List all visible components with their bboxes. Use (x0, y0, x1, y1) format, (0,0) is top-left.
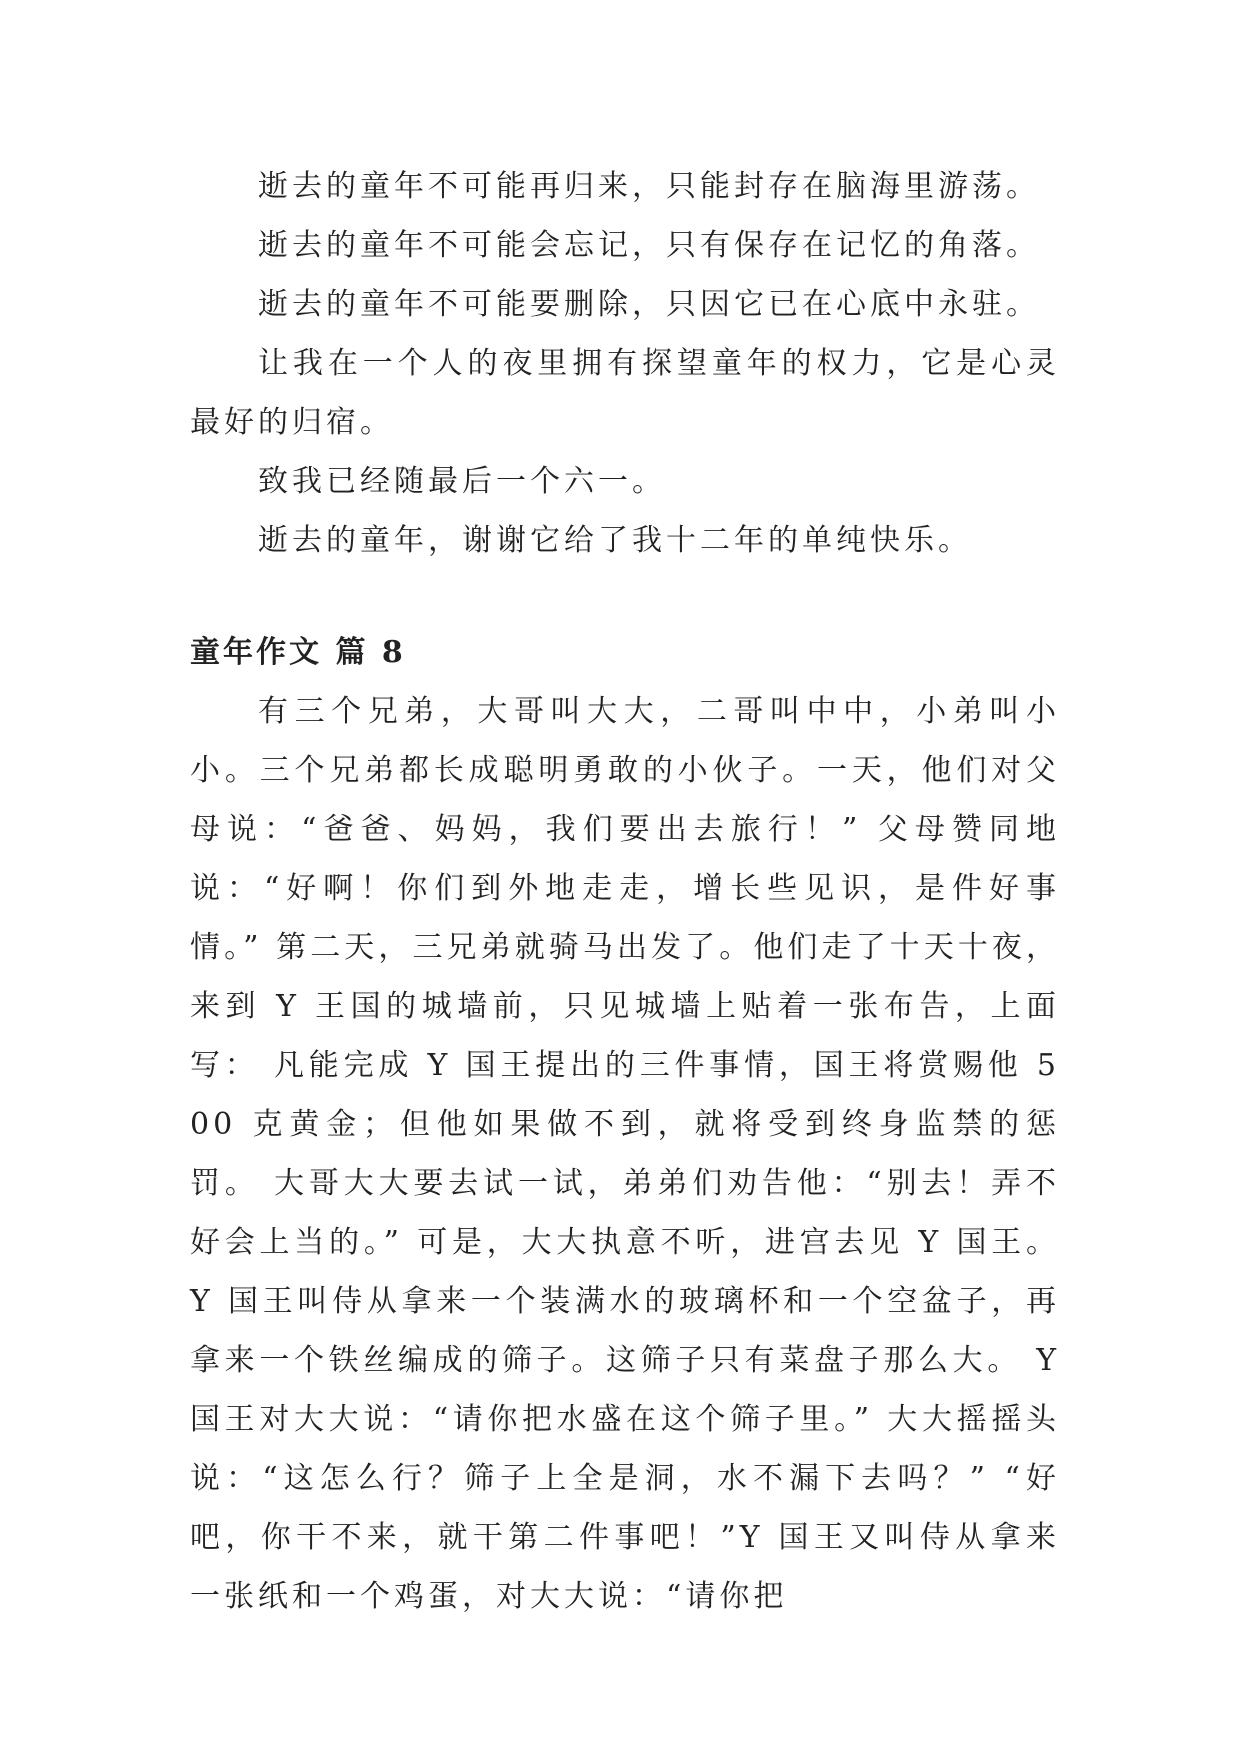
paragraph: 逝去的童年不可能要删除，只因它已在心底中永驻。 (258, 287, 1040, 322)
paragraph: 逝去的童年不可能再归来，只能封存在脑海里游荡。 (258, 169, 1040, 204)
section-title: 童年作文 篇 8 (190, 635, 406, 670)
document-body (190, 157, 1060, 1626)
paragraph: 逝去的童年不可能会忘记，只有保存在记忆的角落。 (258, 228, 1040, 263)
paragraph: 让我在一个人的夜里拥有探望童年的权力，它是心灵最好的归宿。 (190, 346, 1060, 440)
story-paragraph: 有三个兄弟，大哥叫大大，二哥叫中中，小弟叫小小。三个兄弟都长成聪明勇敢的小伙子。一天，他们对父母说：“爸爸、妈妈，我们要出去旅行！” 父母赞同地说：“好啊！你们到外地走走，增长些见识，是件好事情。” 第二天，三兄弟就骑马出发了。他们走了十天十夜，来到 Y 王国的城墙前，只见城墙上贴着一张布告，上面写： 凡能完成 Y 国王提出的三件事情，国王将赏赐他 500 克黄金；但他如果做不到，就将受到终身监禁的惩罚。 大哥大大要去试一试，弟弟们劝告他：“别去！弄不好会上当的。” 可是，大大执意不听，进宫去见 Y 国王。 Y 国王叫侍从拿来一个装满水的玻璃杯和一个空盆子，再拿来一个铁丝编成的筛子。这筛子只有菜盘子那么大。 Y 国王对大大说：“请你把水盛在这个筛子里。” 大大摇摇头说：“这怎么行？筛子上全是洞，水不漏下去吗？” “好吧，你干不来，就干第二件事吧！”Y 国王又叫侍从拿来一张纸和一个鸡蛋，对大大说：“请你把 (190, 694, 1060, 1614)
paragraph: 逝去的童年，谢谢它给了我十二年的单纯快乐。 (258, 523, 972, 558)
paragraph: 致我已经随最后一个六一。 (258, 464, 666, 499)
